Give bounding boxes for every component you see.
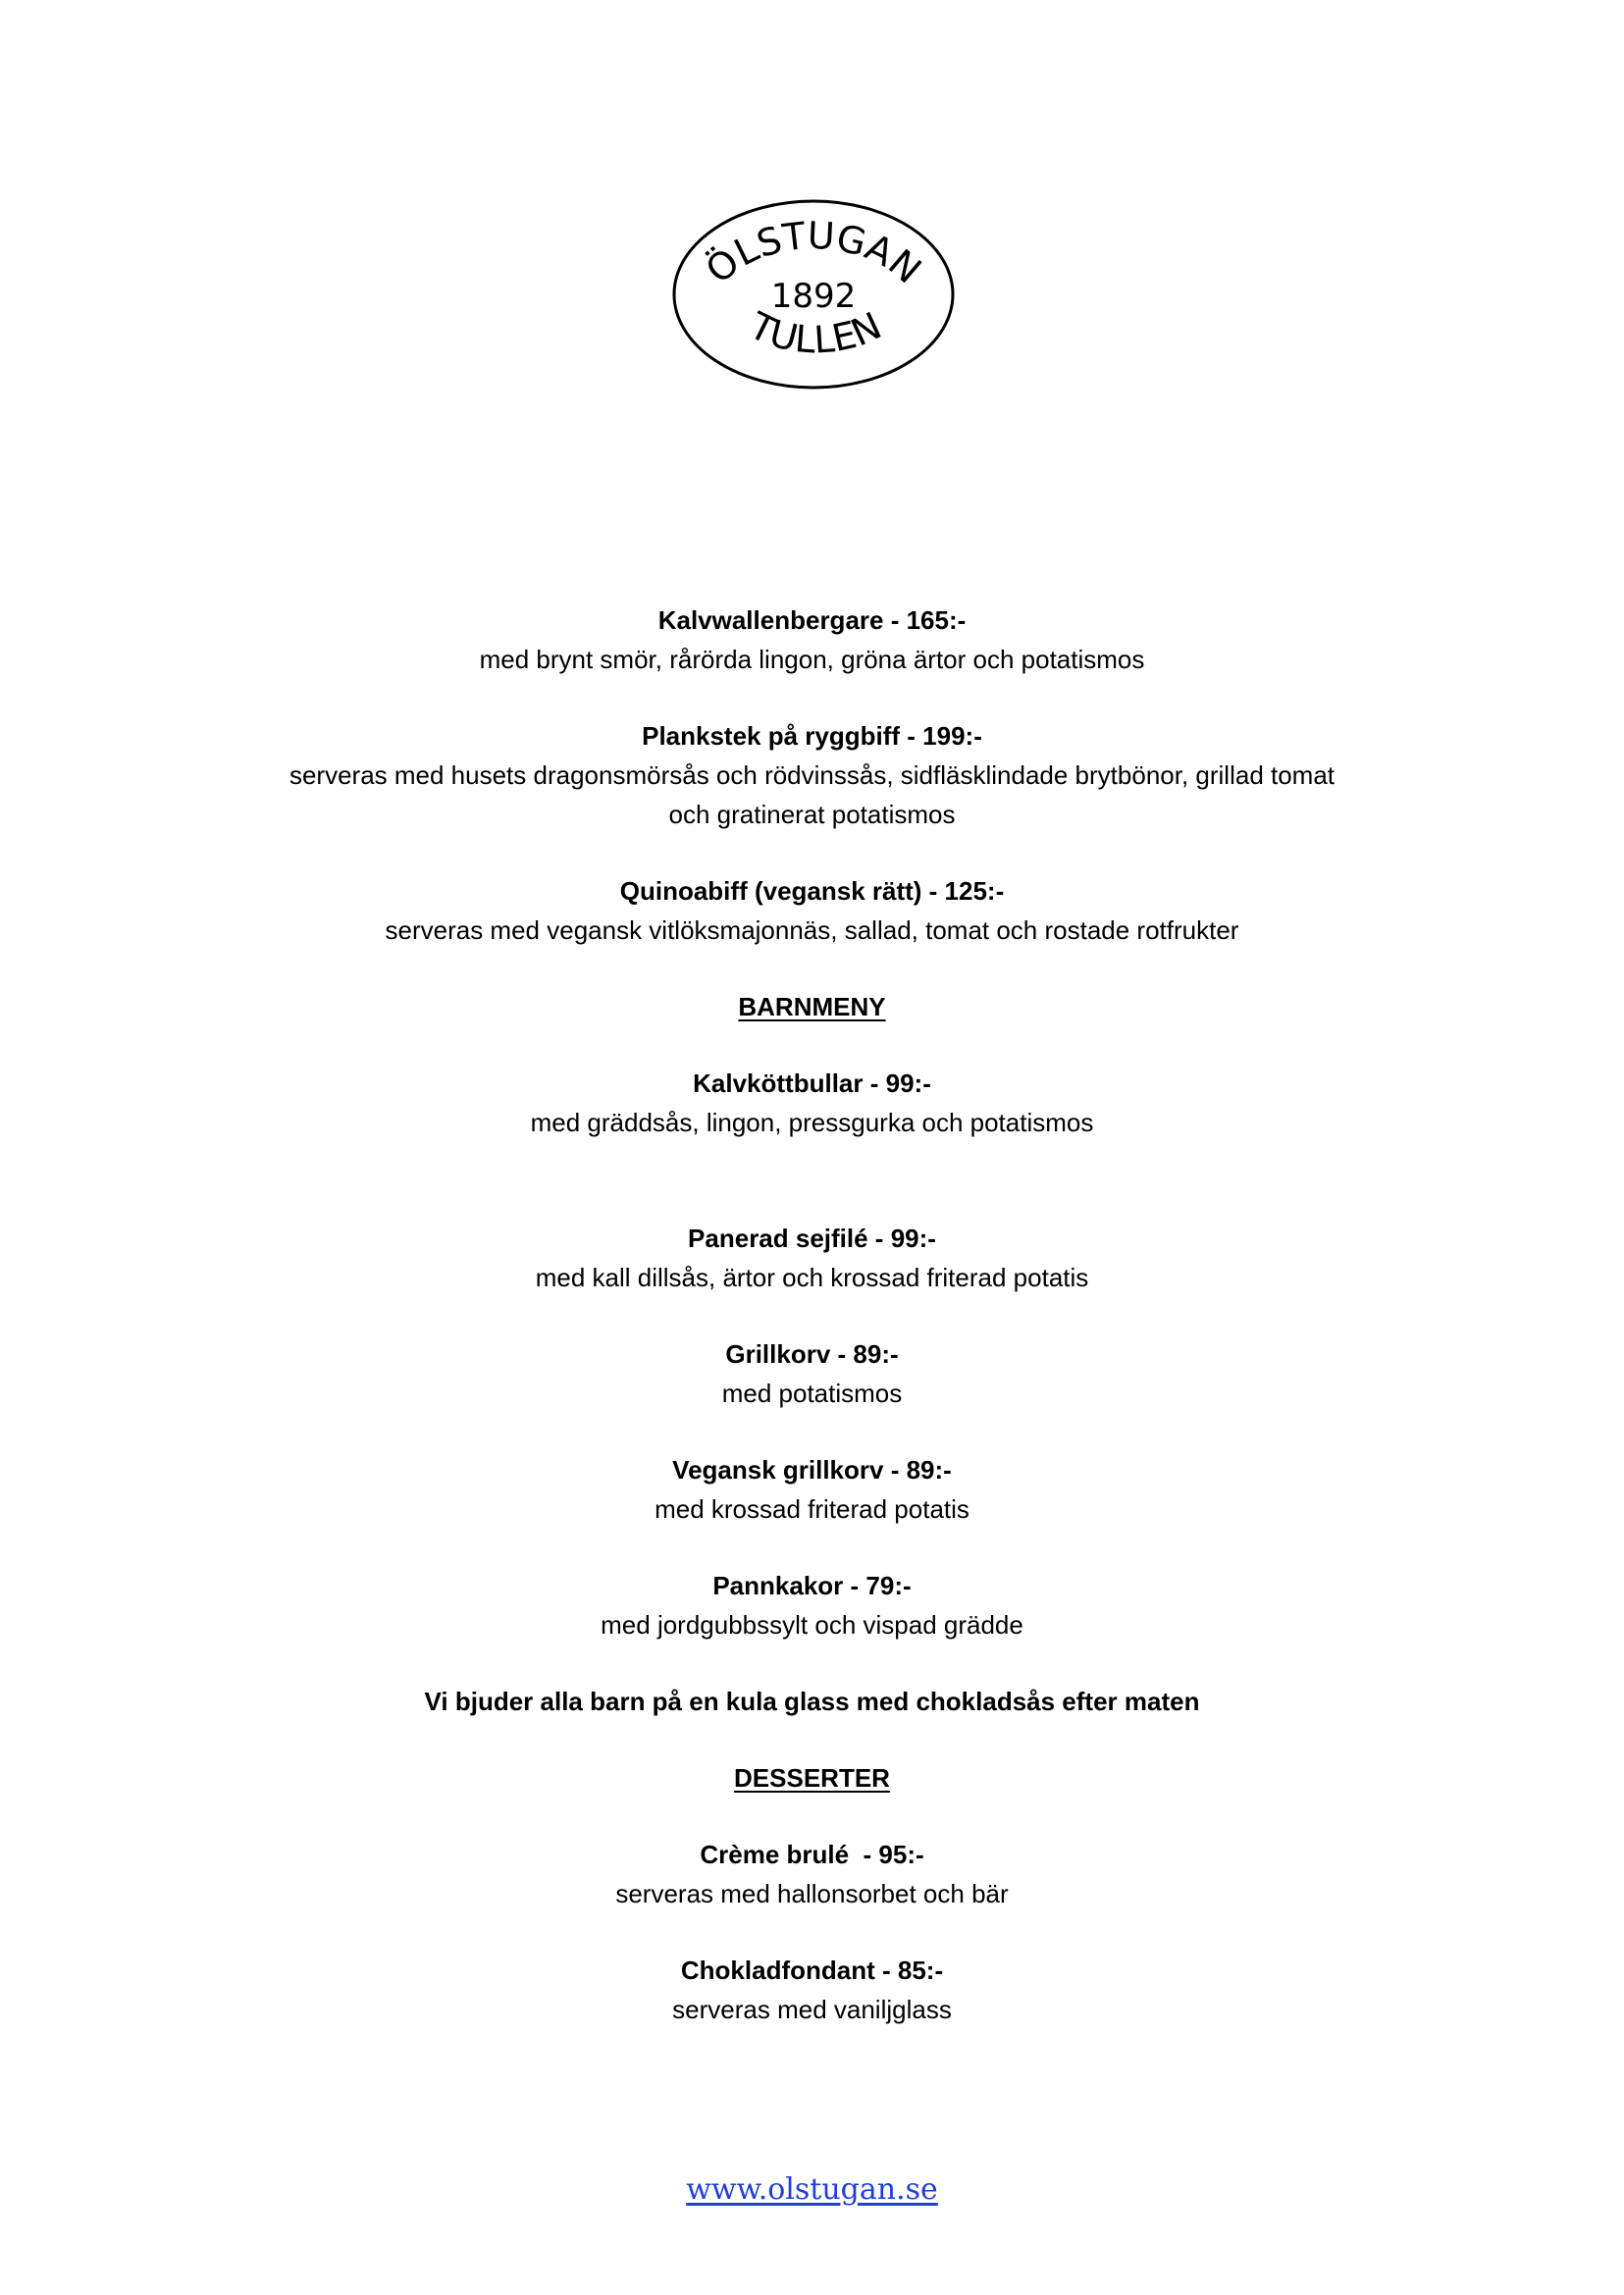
- menu-item: [0, 1835, 1624, 1913]
- dish-description: med gräddsås, lingon, pressgurka och potatismos: [530, 1108, 1094, 1137]
- dish-description: serveras med hallonsorbet och bär: [615, 1879, 1009, 1908]
- menu-item: [0, 600, 1624, 679]
- dish-description: och gratinerat potatismos: [668, 800, 956, 829]
- menu-item: [0, 1334, 1624, 1413]
- menu-item: [0, 716, 1624, 834]
- dish-description: med krossad friterad potatis: [655, 1494, 969, 1524]
- dish-description: serveras med vaniljglass: [672, 1995, 952, 2024]
- dish-description: serveras med vegansk vitlöksmajonnäs, sallad, tomat och rostade rotfrukter: [385, 915, 1239, 945]
- website-link[interactable]: www.olstugan.se: [686, 2172, 938, 2207]
- olstugan-logo: [671, 196, 956, 392]
- menu-item: [0, 1219, 1624, 1297]
- dish-title: Crème brulé - 95:-: [700, 1840, 924, 1869]
- dish-description: med potatismos: [721, 1379, 903, 1408]
- section-heading-desserts: DESSERTER: [734, 1763, 890, 1793]
- dish-title: Panerad sejfilé - 99:-: [688, 1224, 936, 1253]
- dish-description: med brynt smör, rårörda lingon, gröna ärtor och potatismos: [479, 645, 1145, 674]
- dish-title: Plankstek på ryggbiff - 199:-: [642, 721, 982, 751]
- menu-item: [0, 1566, 1624, 1644]
- dish-title: Grillkorv - 89:-: [725, 1339, 899, 1369]
- logo-year: 1892: [770, 277, 857, 316]
- dish-title: Kalvköttbullar - 99:-: [693, 1069, 931, 1098]
- menu-content: [0, 600, 1624, 2029]
- menu-item: [0, 1450, 1624, 1529]
- kids-ice-cream-note: Vi bjuder alla barn på en kula glass med chokladsås efter maten: [424, 1687, 1200, 1716]
- menu-item: [0, 871, 1624, 950]
- logo-top-text: ÖLSTUGAN: [697, 213, 930, 292]
- logo-bottom-text: TULLEN: [743, 303, 888, 362]
- dish-title: Quinoabiff (vegansk rätt) - 125:-: [619, 876, 1005, 906]
- section-heading-kids: BARNMENY: [738, 992, 886, 1021]
- menu-item: [0, 1951, 1624, 2029]
- dish-title: Kalvwallenbergare - 165:-: [657, 605, 967, 635]
- dish-title: Vegansk grillkorv - 89:-: [672, 1455, 952, 1485]
- dish-description: serveras med husets dragonsmörsås och rödvinssås, sidfläsklindade brytbönor, grillad tomat: [288, 760, 1336, 790]
- dish-title: Pannkakor - 79:-: [712, 1571, 912, 1600]
- dish-description: med kall dillsås, ärtor och krossad friterad potatis: [535, 1263, 1089, 1292]
- menu-item: [0, 1064, 1624, 1142]
- dish-description: med jordgubbssylt och vispad grädde: [601, 1610, 1023, 1640]
- dish-title: Chokladfondant - 85:-: [680, 1956, 944, 1985]
